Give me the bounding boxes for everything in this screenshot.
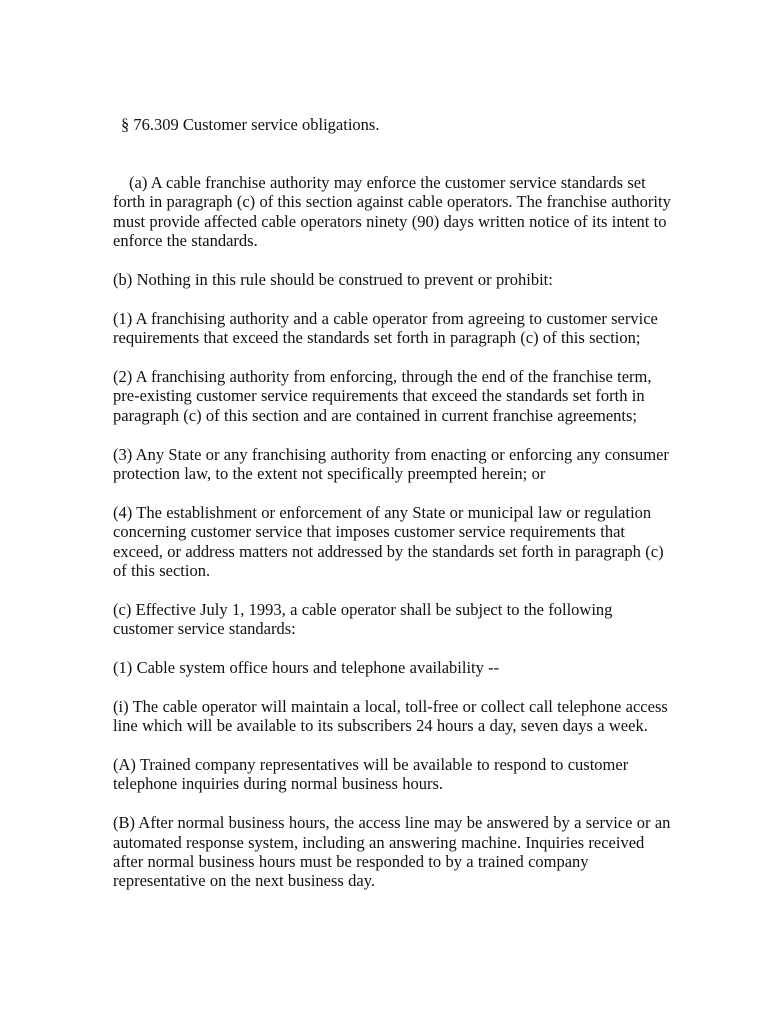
paragraph-b-1: (1) A franchising authority and a cable operator from agreeing to customer service requirements that exceed the standards set forth in paragraph (c) of this section;: [113, 308, 658, 348]
paragraph-b-3: (3) Any State or any franchising authority from enacting or enforcing any consumer protection law, to the extent not specifically preempted herein; or: [113, 444, 669, 484]
paragraph-c-1-i: (i) The cable operator will maintain a local, toll-free or collect call telephone access line which will be available to its subscribers 24 hours a day, seven days a week.: [113, 696, 668, 736]
document-body: [113, 173, 673, 910]
paragraph-b-2: (2) A franchising authority from enforcing, through the end of the franchise term, pre-existing customer service requirements that exceed the standards set forth in paragraph (c) of this section and are contained in current franchise agreements;: [113, 367, 652, 425]
paragraph-b: (b) Nothing in this rule should be construed to prevent or prohibit:: [113, 270, 553, 290]
paragraph-c: (c) Effective July 1, 1993, a cable operator shall be subject to the following customer service standards:: [113, 599, 613, 639]
paragraph-b-4: (4) The establishment or enforcement of any State or municipal law or regulation concerning customer service that imposes customer service requirements that exceed, or address matters not addressed by the standards set forth in paragraph (c) of this section.: [113, 502, 664, 581]
paragraph-a: (a) A cable franchise authority may enforce the customer service standards set forth in paragraph (c) of this section against cable operators. The franchise authority must provide affected cable operators ninety (90) days written notice of its intent to enforce the standards.: [113, 173, 671, 251]
paragraph-c-1-i-b: (B) After normal business hours, the access line may be answered by a service or an automated response system, including an answering machine. Inquiries received after normal business hours must be responded to by a trained company representative on the next business day.: [113, 813, 671, 891]
section-heading: § 76.309 Customer service obligations.: [121, 115, 380, 134]
paragraph-c-1: (1) Cable system office hours and telephone availability --: [113, 658, 500, 678]
paragraph-c-1-i-a: (A) Trained company representatives will be available to respond to customer telephone inquiries during normal business hours.: [113, 755, 629, 794]
